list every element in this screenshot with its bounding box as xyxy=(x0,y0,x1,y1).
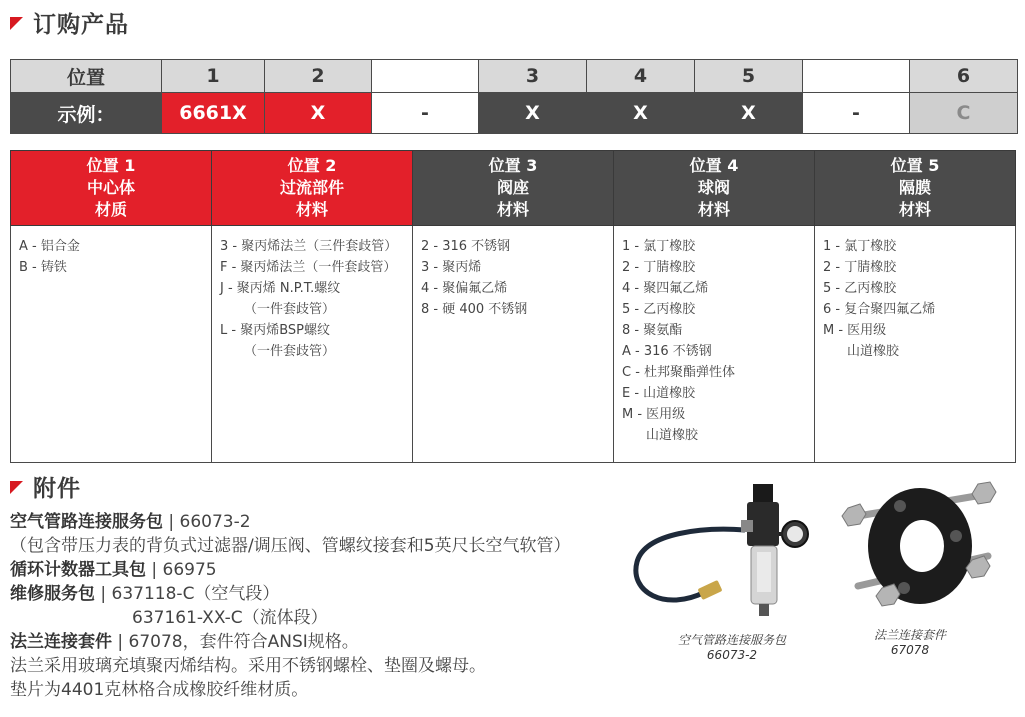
repair-kit-line xyxy=(10,582,571,606)
red-triangle-icon xyxy=(10,17,23,30)
example-row xyxy=(11,93,1018,134)
example-label-cell: 示例： xyxy=(11,93,162,134)
example-cell: C xyxy=(910,93,1018,134)
flange-kit-description-2: 垫片为4401克林格合成橡胶纤维材质。 xyxy=(10,680,309,700)
materials-list-pos4 xyxy=(614,226,815,463)
materials-table xyxy=(10,150,1016,463)
header-line: 材质 xyxy=(94,200,127,219)
material-option: 4 - 聚偏氟乙烯 xyxy=(421,281,508,296)
materials-body-row xyxy=(11,226,1016,463)
position-cell: 3 xyxy=(479,60,587,93)
material-option: E - 山道橡胶 xyxy=(622,386,696,401)
materials-header-pos1 xyxy=(11,151,212,226)
material-option: F - 聚丙烯法兰（一件套歧管） xyxy=(220,260,397,275)
material-option: 1 - 氯丁橡胶 xyxy=(622,239,696,254)
material-option: B - 铸铁 xyxy=(19,260,67,275)
material-option: M - 医用级 xyxy=(622,407,686,422)
flange-kit-line xyxy=(10,630,571,654)
material-option: 5 - 乙丙橡胶 xyxy=(622,302,696,317)
air-kit-line xyxy=(10,510,571,534)
material-option: 1 - 氯丁橡胶 xyxy=(823,239,897,254)
materials-header-pos5 xyxy=(815,151,1016,226)
header-line: 位置 1 xyxy=(86,156,136,175)
header-line: 材料 xyxy=(295,200,328,219)
material-option: C - 杜邦聚酯弹性体 xyxy=(622,365,736,380)
caption-line: 66073-2 xyxy=(706,648,758,662)
material-option: 3 - 聚丙烯法兰（三件套歧管） xyxy=(220,239,398,254)
materials-list-pos5 xyxy=(815,226,1016,463)
caption-line: 67078 xyxy=(890,643,930,657)
repair-kit-code-air: | 637118-C（空气段） xyxy=(95,584,280,604)
order-section-heading xyxy=(10,6,129,39)
flange-kit-description-1: 法兰采用玻璃充填聚丙烯结构。采用不锈钢螺栓、垫圈及螺母。 xyxy=(10,656,486,676)
flange-kit-code: | 67078，套件符合ANSI规格。 xyxy=(112,632,359,652)
header-line: 球阀 xyxy=(697,178,730,197)
material-option: 8 - 硬 400 不锈钢 xyxy=(421,302,528,317)
example-cell: X xyxy=(695,93,803,134)
position-table xyxy=(10,59,1018,134)
header-line: 中心体 xyxy=(86,178,135,197)
header-line: 隔膜 xyxy=(898,178,931,197)
header-line: 材料 xyxy=(697,200,730,219)
flange-kit-image xyxy=(838,476,1003,626)
example-cell: - xyxy=(372,93,479,134)
example-cell: X xyxy=(265,93,372,134)
position-cell: 4 xyxy=(587,60,695,93)
accessories-list xyxy=(10,510,571,702)
materials-list-pos2 xyxy=(212,226,413,463)
header-line: 材料 xyxy=(496,200,529,219)
material-option: （一件套歧管） xyxy=(244,302,336,317)
repair-kit-label: 维修服务包 xyxy=(10,584,95,604)
header-line: 阀座 xyxy=(496,178,529,197)
order-section-title: 订购产品 xyxy=(33,12,129,38)
material-option: A - 316 不锈钢 xyxy=(622,344,712,359)
position-cell xyxy=(372,60,479,93)
position-cell: 6 xyxy=(910,60,1018,93)
air-kit-code: | 66073-2 xyxy=(163,512,251,532)
air-kit-caption xyxy=(662,633,802,663)
material-option: 8 - 聚氨酯 xyxy=(622,323,683,338)
counter-kit-code: | 66975 xyxy=(146,560,217,580)
material-option: M - 医用级 xyxy=(823,323,887,338)
materials-list-pos3 xyxy=(413,226,614,463)
position-label-cell: 位置 xyxy=(11,60,162,93)
material-option: （一件套歧管） xyxy=(244,344,336,359)
material-option: 4 - 聚四氟乙烯 xyxy=(622,281,709,296)
header-line: 位置 5 xyxy=(890,156,940,175)
material-option: 5 - 乙丙橡胶 xyxy=(823,281,897,296)
material-option: A - 铝合金 xyxy=(19,239,80,254)
position-cell: 5 xyxy=(695,60,803,93)
caption-line: 空气管路连接服务包 xyxy=(677,633,786,647)
counter-kit-line xyxy=(10,558,571,582)
material-option: 2 - 丁腈橡胶 xyxy=(622,260,696,275)
materials-header-pos4 xyxy=(614,151,815,226)
materials-header-pos3 xyxy=(413,151,614,226)
position-header-row xyxy=(11,60,1018,93)
material-option: 2 - 丁腈橡胶 xyxy=(823,260,897,275)
example-cell: X xyxy=(587,93,695,134)
caption-line: 法兰连接套件 xyxy=(873,628,946,642)
accessories-section-title: 附件 xyxy=(33,476,81,502)
material-option: J - 聚丙烯 N.P.T.螺纹 xyxy=(220,281,341,296)
position-cell: 2 xyxy=(265,60,372,93)
air-kit-description: （包含带压力表的背负式过滤器/调压阀、管螺纹接套和5英尺长空气软管） xyxy=(10,536,571,556)
material-option: 山道橡胶 xyxy=(646,428,699,443)
red-triangle-icon xyxy=(10,481,23,494)
material-option: L - 聚丙烯BSP螺纹 xyxy=(220,323,330,338)
header-line: 材料 xyxy=(898,200,931,219)
materials-header-row xyxy=(11,151,1016,226)
air-kit-label: 空气管路连接服务包 xyxy=(10,512,163,532)
material-option: 山道橡胶 xyxy=(847,344,900,359)
position-cell: 1 xyxy=(162,60,265,93)
air-kit-image xyxy=(625,472,820,632)
materials-header-pos2 xyxy=(212,151,413,226)
example-cell: - xyxy=(803,93,910,134)
position-cell xyxy=(803,60,910,93)
repair-kit-code-fluid: 637161-XX-C（流体段） xyxy=(132,608,328,628)
header-line: 位置 4 xyxy=(689,156,739,175)
material-option: 3 - 聚丙烯 xyxy=(421,260,482,275)
header-line: 位置 3 xyxy=(488,156,538,175)
material-option: 6 - 复合聚四氟乙烯 xyxy=(823,302,936,317)
material-option: 2 - 316 不锈钢 xyxy=(421,239,511,254)
example-cell: 6661X xyxy=(162,93,265,134)
header-line: 位置 2 xyxy=(287,156,337,175)
accessories-section-heading xyxy=(10,470,81,503)
flange-kit-caption xyxy=(850,628,970,658)
materials-list-pos1 xyxy=(11,226,212,463)
flange-kit-label: 法兰连接套件 xyxy=(10,632,112,652)
example-cell: X xyxy=(479,93,587,134)
counter-kit-label: 循环计数器工具包 xyxy=(10,560,146,580)
header-line: 过流部件 xyxy=(279,178,344,197)
